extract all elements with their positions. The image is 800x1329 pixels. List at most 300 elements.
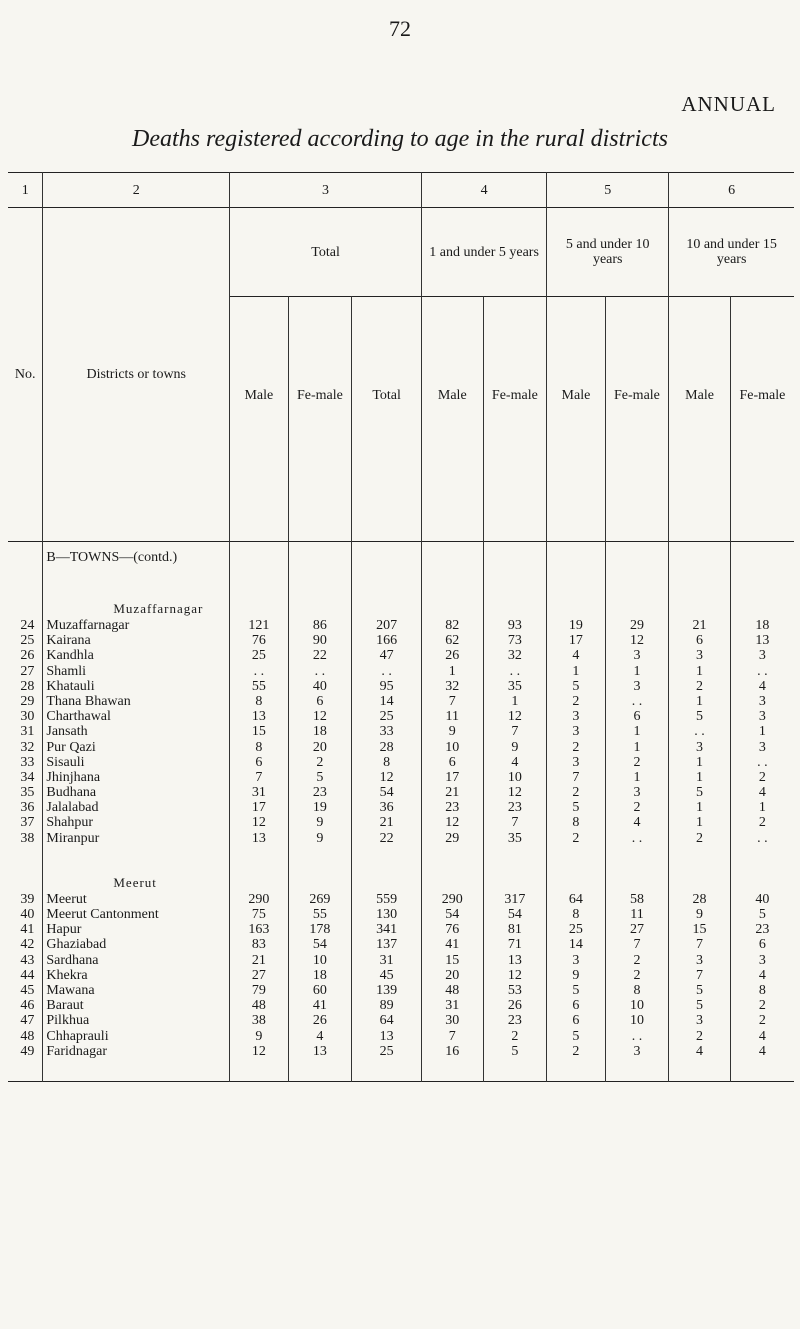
row-number: 42 (20, 937, 35, 953)
table-row (8, 983, 794, 998)
row-number: 28 (20, 678, 35, 694)
total-female-value: 18 (288, 724, 352, 739)
table-row (8, 724, 794, 739)
total-all-value: 139 (352, 983, 422, 998)
age-10-15-male-value: 1 (669, 770, 731, 785)
age-10-15-male-value: 4 (669, 1044, 731, 1059)
place-name: Shahpur (43, 815, 230, 830)
place-name: Baraut (43, 998, 230, 1013)
total-male-value: 9 (230, 1029, 288, 1044)
age-1-5-female-value: 54 (483, 907, 547, 922)
row-number: 29 (20, 693, 35, 709)
place-name: Kairana (43, 633, 230, 648)
age-1-5-female-value: 35 (483, 679, 547, 694)
total-all-value: 28 (352, 740, 422, 755)
age-1-5-male-value: 31 (422, 998, 484, 1013)
age-5-10-female-value: 6 (605, 709, 669, 724)
blank-cell (730, 1059, 794, 1082)
row-number: 44 (20, 967, 35, 983)
total-male-value: 6 (230, 755, 288, 770)
age-10-15-male-value: 2 (669, 679, 731, 694)
age-1-5-header: 1 and under 5 years (422, 208, 547, 297)
age-10-15-male-value: 2 (669, 1029, 731, 1044)
row-number: 32 (20, 739, 35, 755)
age-10-15-male-value: 7 (669, 968, 731, 983)
total-male-value: 55 (230, 679, 288, 694)
age-10-15-female-value: 13 (730, 633, 794, 648)
table-body (8, 542, 794, 1082)
age-1-5-female-value: 12 (483, 785, 547, 800)
total-male-value: 25 (230, 648, 288, 663)
row-number: 31 (20, 724, 35, 740)
blank-cell (230, 542, 288, 573)
place-name: Sardhana (43, 953, 230, 968)
age-10-15-female-value: 3 (730, 648, 794, 663)
blank-cell (483, 572, 547, 618)
age-10-15-female-value: 6 (730, 937, 794, 952)
age-10-15-male-value: 3 (669, 1013, 731, 1028)
table-row (8, 679, 794, 694)
total-all-value: 22 (352, 831, 422, 846)
age-5-10-male-value: 3 (547, 724, 605, 739)
table-row (8, 831, 794, 846)
total-female-value: 12 (288, 709, 352, 724)
total-all-value: . . (352, 664, 422, 679)
total-all-value: 166 (352, 633, 422, 648)
age-10-15-male-value: 5 (669, 709, 731, 724)
age-5-10-male-value: 9 (547, 968, 605, 983)
blank-cell (352, 542, 422, 573)
total-all-value: 36 (352, 800, 422, 815)
total-male-value: 13 (230, 709, 288, 724)
row-number: 49 (20, 1043, 35, 1059)
male-header: Male (437, 388, 467, 403)
age-5-10-male-value: 2 (547, 694, 605, 709)
total-female-value: 41 (288, 998, 352, 1013)
table-row (8, 815, 794, 830)
age-5-10-male-value: 5 (547, 800, 605, 815)
age-10-15-male-value: 1 (669, 815, 731, 830)
blank-cell (730, 846, 794, 892)
total-male-value: 21 (230, 953, 288, 968)
blank-cell (288, 1059, 352, 1082)
blank-cell (669, 572, 731, 618)
age-1-5-male-value: 29 (422, 831, 484, 846)
age-1-5-female-value: 10 (483, 770, 547, 785)
blank-cell (483, 1059, 547, 1082)
age-10-15-female-value: 8 (730, 983, 794, 998)
blank-cell (8, 572, 43, 618)
blank-cell (669, 846, 731, 892)
blank-cell (605, 846, 669, 892)
age-5-10-male-value: 17 (547, 633, 605, 648)
age-10-15-female-value: 3 (730, 953, 794, 968)
town-group-name: Muzaffarnagar (43, 572, 230, 618)
total-header: Total (372, 388, 401, 403)
total-all-value: 95 (352, 679, 422, 694)
total-male-value: 38 (230, 1013, 288, 1028)
total-male-value: 79 (230, 983, 288, 998)
age-5-10-female-value: 2 (605, 800, 669, 815)
total-all-value: 12 (352, 770, 422, 785)
age-5-10-female-value: . . (605, 831, 669, 846)
table-row (8, 907, 794, 922)
row-number: 30 (20, 709, 35, 725)
age-1-5-male-value: 10 (422, 740, 484, 755)
group-header-row (8, 208, 794, 297)
table-row (8, 694, 794, 709)
age-10-15-male-value: 1 (669, 800, 731, 815)
age-5-10-female-value: 3 (605, 1044, 669, 1059)
table-row (8, 968, 794, 983)
age-5-10-female-value: 2 (605, 968, 669, 983)
age-10-15-header: 10 and under 15 years (669, 208, 794, 297)
blank-cell (483, 542, 547, 573)
age-1-5-female-value: 23 (483, 800, 547, 815)
blank-cell (43, 1059, 230, 1082)
age-5-10-female-value: 58 (605, 892, 669, 907)
age-5-10-header: 5 and under 10 years (547, 208, 669, 297)
age-1-5-female-value: 73 (483, 633, 547, 648)
age-1-5-male-value: 16 (422, 1044, 484, 1059)
age-5-10-male-value: 2 (547, 785, 605, 800)
female-header: Fe-male (296, 388, 343, 403)
blank-cell (8, 542, 43, 573)
blank-cell (547, 846, 605, 892)
total-male-value: 31 (230, 785, 288, 800)
blank-cell (422, 1059, 484, 1082)
place-name: Ghaziabad (43, 937, 230, 952)
row-number: 35 (20, 785, 35, 801)
age-1-5-male-value: 290 (422, 892, 484, 907)
age-5-10-female-value: 1 (605, 664, 669, 679)
table-row (8, 755, 794, 770)
age-1-5-female-value: 5 (483, 1044, 547, 1059)
age-10-15-male-value: 5 (669, 983, 731, 998)
running-title: ANNUAL (681, 92, 776, 116)
blank-cell (8, 1059, 43, 1082)
row-number: 37 (20, 815, 35, 831)
blank-cell (547, 1059, 605, 1082)
age-5-10-male-value: 5 (547, 983, 605, 998)
row-number: 36 (20, 800, 35, 816)
age-10-15-female-value: 4 (730, 785, 794, 800)
total-all-value: 64 (352, 1013, 422, 1028)
total-all-value: 341 (352, 922, 422, 937)
age-5-10-female-value: 29 (605, 618, 669, 633)
total-male-value: 83 (230, 937, 288, 952)
place-name: Budhana (43, 785, 230, 800)
total-all-value: 31 (352, 953, 422, 968)
table-row (8, 800, 794, 815)
age-5-10-female-value: 8 (605, 983, 669, 998)
age-10-15-female-value: 5 (730, 907, 794, 922)
total-female-value: 6 (288, 694, 352, 709)
total-female-value: 9 (288, 831, 352, 846)
table-row (8, 953, 794, 968)
table-subtitle: Deaths registered according to age in the rural districts (132, 126, 668, 152)
female-header: Fe-male (614, 388, 660, 403)
blank-cell (605, 542, 669, 573)
blank-cell (288, 572, 352, 618)
age-5-10-female-value: 7 (605, 937, 669, 952)
row-number: 24 (20, 618, 35, 633)
total-all-value: 54 (352, 785, 422, 800)
age-1-5-female-value: 12 (483, 968, 547, 983)
age-10-15-female-value: 40 (730, 892, 794, 907)
age-10-15-male-value: 28 (669, 892, 731, 907)
blank-cell (422, 846, 484, 892)
total-female-value: 19 (288, 800, 352, 815)
row-number: 45 (20, 982, 35, 998)
age-10-15-male-value: 6 (669, 633, 731, 648)
age-10-15-female-value: 2 (730, 815, 794, 830)
age-1-5-male-value: 23 (422, 800, 484, 815)
age-1-5-female-value: 1 (483, 694, 547, 709)
blank-cell (605, 1059, 669, 1082)
row-number: 27 (20, 663, 35, 679)
total-female-value: 22 (288, 648, 352, 663)
total-female-value: 9 (288, 815, 352, 830)
age-5-10-female-value: 12 (605, 633, 669, 648)
age-5-10-male-value: 1 (547, 664, 605, 679)
age-1-5-male-value: 11 (422, 709, 484, 724)
age-5-10-male-value: 25 (547, 922, 605, 937)
age-10-15-male-value: 15 (669, 922, 731, 937)
table-row (8, 648, 794, 663)
age-10-15-male-value: 2 (669, 831, 731, 846)
age-5-10-male-value: 6 (547, 1013, 605, 1028)
row-number: 33 (20, 754, 35, 770)
age-10-15-female-value: 4 (730, 1029, 794, 1044)
col-num-5: 5 (547, 173, 669, 208)
place-name: Mawana (43, 983, 230, 998)
age-10-15-female-value: . . (730, 755, 794, 770)
age-1-5-female-value: 93 (483, 618, 547, 633)
total-male-value: 7 (230, 770, 288, 785)
table-row (8, 785, 794, 800)
row-number: 41 (20, 922, 35, 938)
total-male-value: 163 (230, 922, 288, 937)
total-male-value: 13 (230, 831, 288, 846)
town-group-name: Meerut (43, 846, 230, 892)
age-1-5-female-value: 2 (483, 1029, 547, 1044)
total-male-value: 75 (230, 907, 288, 922)
age-1-5-female-value: 32 (483, 648, 547, 663)
total-female-value: 178 (288, 922, 352, 937)
age-10-15-male-value: 21 (669, 618, 731, 633)
age-1-5-male-value: 62 (422, 633, 484, 648)
table-row (8, 937, 794, 952)
total-female-value: 40 (288, 679, 352, 694)
age-10-15-female-value: 1 (730, 800, 794, 815)
age-1-5-male-value: 17 (422, 770, 484, 785)
row-number: 34 (20, 769, 35, 785)
age-5-10-male-value: 5 (547, 679, 605, 694)
table-end-row (8, 1059, 794, 1082)
age-1-5-male-value: 54 (422, 907, 484, 922)
place-name: Miranpur (43, 831, 230, 846)
total-all-value: 137 (352, 937, 422, 952)
total-female-value: 10 (288, 953, 352, 968)
total-all-value: 25 (352, 1044, 422, 1059)
place-name: Jalalabad (43, 800, 230, 815)
age-5-10-female-value: 27 (605, 922, 669, 937)
total-female-value: 269 (288, 892, 352, 907)
age-5-10-male-value: 5 (547, 1029, 605, 1044)
deaths-by-age-table (8, 172, 794, 1082)
blank-cell (352, 1059, 422, 1082)
age-5-10-female-value: 1 (605, 770, 669, 785)
table-row (8, 709, 794, 724)
place-name: Charthawal (43, 709, 230, 724)
no-header: No. (14, 367, 36, 382)
female-header: Fe-male (739, 388, 786, 403)
total-all-value: 8 (352, 755, 422, 770)
age-1-5-female-value: . . (483, 664, 547, 679)
place-name: Kandhla (43, 648, 230, 663)
age-1-5-female-value: 26 (483, 998, 547, 1013)
col-num-3: 3 (230, 173, 422, 208)
age-5-10-male-value: 14 (547, 937, 605, 952)
table-row (8, 664, 794, 679)
age-1-5-male-value: 6 (422, 755, 484, 770)
age-10-15-male-value: 1 (669, 755, 731, 770)
age-5-10-male-value: 8 (547, 907, 605, 922)
total-female-value: 54 (288, 937, 352, 952)
table-row (8, 740, 794, 755)
total-female-value: 86 (288, 618, 352, 633)
age-10-15-male-value: 1 (669, 664, 731, 679)
age-5-10-female-value: 3 (605, 785, 669, 800)
age-5-10-male-value: 2 (547, 1044, 605, 1059)
total-male-value: 27 (230, 968, 288, 983)
col-num-6: 6 (669, 173, 794, 208)
blank-cell (422, 572, 484, 618)
age-1-5-female-value: 23 (483, 1013, 547, 1028)
age-1-5-male-value: 9 (422, 724, 484, 739)
age-1-5-male-value: 30 (422, 1013, 484, 1028)
total-male-value: 76 (230, 633, 288, 648)
section-row (8, 542, 794, 573)
table-row (8, 618, 794, 633)
total-male-value: 290 (230, 892, 288, 907)
total-group-header: Total (230, 208, 422, 297)
age-5-10-male-value: 3 (547, 953, 605, 968)
total-all-value: 47 (352, 648, 422, 663)
age-5-10-female-value: 2 (605, 755, 669, 770)
blank-cell (547, 542, 605, 573)
blank-cell (230, 1059, 288, 1082)
blank-cell (730, 542, 794, 573)
male-header: Male (561, 388, 591, 403)
total-female-value: 60 (288, 983, 352, 998)
age-10-15-female-value: 4 (730, 679, 794, 694)
male-header: Male (685, 388, 714, 403)
row-number: 40 (20, 907, 35, 922)
age-1-5-male-value: 1 (422, 664, 484, 679)
blank-cell (483, 846, 547, 892)
blank-cell (288, 542, 352, 573)
total-female-value: 20 (288, 740, 352, 755)
total-male-value: 15 (230, 724, 288, 739)
blank-cell (8, 846, 43, 892)
age-10-15-female-value: 2 (730, 770, 794, 785)
age-10-15-female-value: 3 (730, 694, 794, 709)
total-all-value: 33 (352, 724, 422, 739)
age-5-10-female-value: 10 (605, 998, 669, 1013)
col-num-1: 1 (21, 182, 29, 198)
total-female-value: 18 (288, 968, 352, 983)
age-5-10-female-value: 10 (605, 1013, 669, 1028)
table-row (8, 770, 794, 785)
total-male-value: . . (230, 664, 288, 679)
row-number: 39 (20, 891, 35, 907)
age-10-15-male-value: 7 (669, 937, 731, 952)
blank-cell (422, 542, 484, 573)
age-10-15-male-value: 1 (669, 694, 731, 709)
age-1-5-female-value: 81 (483, 922, 547, 937)
blank-cell (230, 572, 288, 618)
age-10-15-male-value: 5 (669, 998, 731, 1013)
place-name: Meerut Cantonment (43, 907, 230, 922)
female-header: Fe-male (491, 388, 538, 403)
table-row (8, 1029, 794, 1044)
age-5-10-female-value: 1 (605, 724, 669, 739)
age-5-10-male-value: 2 (547, 740, 605, 755)
age-10-15-male-value: 3 (669, 953, 731, 968)
blank-cell (288, 846, 352, 892)
row-number: 46 (20, 998, 35, 1014)
age-5-10-male-value: 8 (547, 815, 605, 830)
age-10-15-female-value: 4 (730, 968, 794, 983)
total-female-value: 55 (288, 907, 352, 922)
age-1-5-male-value: 26 (422, 648, 484, 663)
age-1-5-male-value: 82 (422, 618, 484, 633)
place-name: Pilkhua (43, 1013, 230, 1028)
table-row (8, 1044, 794, 1059)
age-5-10-female-value: 11 (605, 907, 669, 922)
page-number: 72 (389, 16, 411, 41)
place-name: Shamli (43, 664, 230, 679)
total-all-value: 45 (352, 968, 422, 983)
age-10-15-female-value: 1 (730, 724, 794, 739)
age-1-5-male-value: 21 (422, 785, 484, 800)
age-1-5-female-value: 9 (483, 740, 547, 755)
age-10-15-female-value: 2 (730, 1013, 794, 1028)
row-number: 26 (20, 648, 35, 664)
total-all-value: 207 (352, 618, 422, 633)
age-10-15-female-value: . . (730, 664, 794, 679)
blank-cell (352, 572, 422, 618)
place-name: Thana Bhawan (43, 694, 230, 709)
age-10-15-female-value: 3 (730, 740, 794, 755)
age-1-5-female-value: 7 (483, 815, 547, 830)
age-10-15-male-value: . . (669, 724, 731, 739)
total-male-value: 17 (230, 800, 288, 815)
age-1-5-male-value: 32 (422, 679, 484, 694)
age-5-10-male-value: 3 (547, 709, 605, 724)
blank-cell (605, 572, 669, 618)
age-1-5-female-value: 317 (483, 892, 547, 907)
section-title: B—TOWNS—(contd.) (43, 542, 230, 573)
age-10-15-female-value: 3 (730, 709, 794, 724)
age-5-10-male-value: 4 (547, 648, 605, 663)
age-10-15-female-value: 18 (730, 618, 794, 633)
total-female-value: 2 (288, 755, 352, 770)
total-male-value: 48 (230, 998, 288, 1013)
total-all-value: 559 (352, 892, 422, 907)
